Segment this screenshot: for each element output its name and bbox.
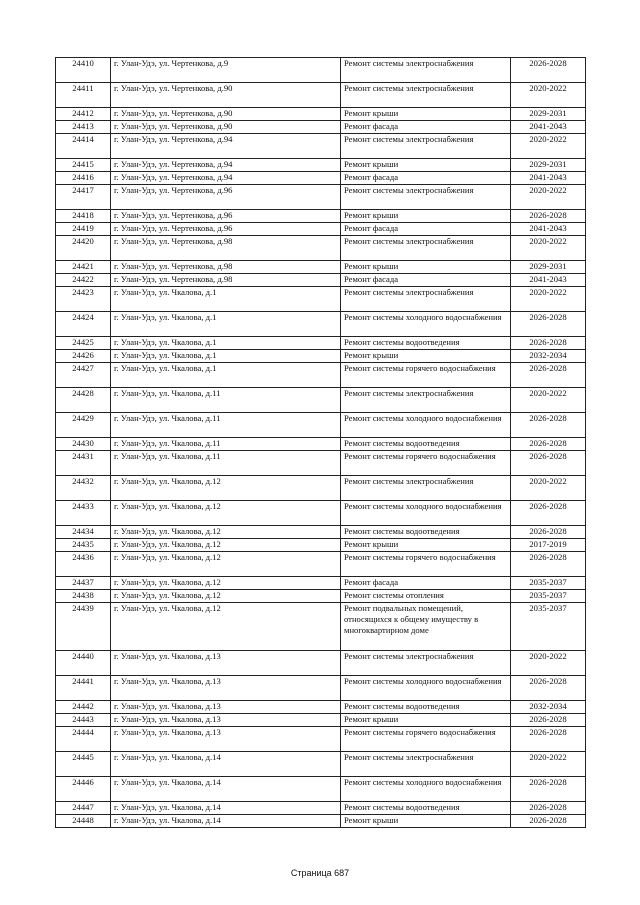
period-cell: 2032-2034 [511, 701, 586, 714]
period-cell: 2026-2028 [511, 552, 586, 577]
address-cell: г. Улан-Удэ, ул. Чертенкова, д.96 [111, 223, 341, 236]
table-row [56, 363, 586, 388]
table-row [56, 577, 586, 590]
address-cell: г. Улан-Удэ, ул. Чертенкова, д.90 [111, 121, 341, 134]
work-type-cell: Ремонт системы электроснабжения [341, 752, 511, 777]
table-row [56, 121, 586, 134]
address-cell: г. Улан-Удэ, ул. Чкалова, д.12 [111, 577, 341, 590]
period-cell: 2020-2022 [511, 185, 586, 210]
table-row [56, 413, 586, 438]
address-cell: г. Улан-Удэ, ул. Чкалова, д.1 [111, 363, 341, 388]
work-type-cell: Ремонт подвальных помещений, относящихся к общему имуществу в многоквартирном доме [341, 603, 511, 651]
period-cell: 2041-2043 [511, 172, 586, 185]
work-type-cell: Ремонт крыши [341, 261, 511, 274]
period-cell: 2020-2022 [511, 134, 586, 159]
table-row [56, 603, 586, 651]
table-row [56, 727, 586, 752]
work-type-cell: Ремонт системы электроснабжения [341, 236, 511, 261]
address-cell: г. Улан-Удэ, ул. Чкалова, д.13 [111, 714, 341, 727]
address-cell: г. Улан-Удэ, ул. Чкалова, д.12 [111, 501, 341, 526]
work-type-cell: Ремонт фасада [341, 274, 511, 287]
address-cell: г. Улан-Удэ, ул. Чертенкова, д.9 [111, 58, 341, 83]
period-cell: 2026-2028 [511, 802, 586, 815]
work-type-cell: Ремонт крыши [341, 108, 511, 121]
row-number-cell: 24410 [56, 58, 111, 83]
row-number-cell: 24419 [56, 223, 111, 236]
row-number-cell: 24446 [56, 777, 111, 802]
row-number-cell: 24428 [56, 388, 111, 413]
row-number-cell: 24411 [56, 83, 111, 108]
table-row [56, 337, 586, 350]
address-cell: г. Улан-Удэ, ул. Чертенкова, д.98 [111, 261, 341, 274]
address-cell: г. Улан-Удэ, ул. Чкалова, д.13 [111, 676, 341, 701]
period-cell: 2026-2028 [511, 526, 586, 539]
row-number-cell: 24443 [56, 714, 111, 727]
period-cell: 2020-2022 [511, 287, 586, 312]
table-row [56, 438, 586, 451]
work-type-cell: Ремонт системы электроснабжения [341, 185, 511, 210]
work-type-cell: Ремонт системы водоотведения [341, 526, 511, 539]
address-cell: г. Улан-Удэ, ул. Чкалова, д.11 [111, 413, 341, 438]
address-cell: г. Улан-Удэ, ул. Чкалова, д.1 [111, 350, 341, 363]
table-body [56, 58, 586, 828]
row-number-cell: 24445 [56, 752, 111, 777]
address-cell: г. Улан-Удэ, ул. Чкалова, д.1 [111, 337, 341, 350]
period-cell: 2026-2028 [511, 777, 586, 802]
row-number-cell: 24432 [56, 476, 111, 501]
work-type-cell: Ремонт крыши [341, 210, 511, 223]
work-type-cell: Ремонт системы холодного водоснабжения [341, 413, 511, 438]
address-cell: г. Улан-Удэ, ул. Чкалова, д.11 [111, 451, 341, 476]
row-number-cell: 24433 [56, 501, 111, 526]
address-cell: г. Улан-Удэ, ул. Чкалова, д.12 [111, 590, 341, 603]
work-type-cell: Ремонт системы электроснабжения [341, 58, 511, 83]
table-row [56, 261, 586, 274]
period-cell: 2020-2022 [511, 476, 586, 501]
row-number-cell: 24441 [56, 676, 111, 701]
table-row [56, 552, 586, 577]
row-number-cell: 24415 [56, 159, 111, 172]
work-type-cell: Ремонт системы электроснабжения [341, 134, 511, 159]
work-type-cell: Ремонт системы электроснабжения [341, 83, 511, 108]
work-type-cell: Ремонт системы электроснабжения [341, 287, 511, 312]
period-cell: 2035-2037 [511, 590, 586, 603]
period-cell: 2035-2037 [511, 603, 586, 651]
work-type-cell: Ремонт фасада [341, 223, 511, 236]
table-row [56, 676, 586, 701]
table-row [56, 777, 586, 802]
work-type-cell: Ремонт крыши [341, 815, 511, 828]
address-cell: г. Улан-Удэ, ул. Чертенкова, д.90 [111, 83, 341, 108]
period-cell: 2026-2028 [511, 676, 586, 701]
address-cell: г. Улан-Удэ, ул. Чертенкова, д.90 [111, 108, 341, 121]
period-cell: 2020-2022 [511, 236, 586, 261]
work-type-cell: Ремонт крыши [341, 350, 511, 363]
row-number-cell: 24422 [56, 274, 111, 287]
address-cell: г. Улан-Удэ, ул. Чертенкова, д.94 [111, 159, 341, 172]
table-row [56, 501, 586, 526]
address-cell: г. Улан-Удэ, ул. Чкалова, д.12 [111, 552, 341, 577]
table-row [56, 236, 586, 261]
work-type-cell: Ремонт фасада [341, 577, 511, 590]
table-row [56, 539, 586, 552]
period-cell: 2026-2028 [511, 815, 586, 828]
address-cell: г. Улан-Удэ, ул. Чкалова, д.13 [111, 651, 341, 676]
row-number-cell: 24426 [56, 350, 111, 363]
period-cell: 2020-2022 [511, 388, 586, 413]
table-row [56, 185, 586, 210]
work-type-cell: Ремонт фасада [341, 121, 511, 134]
address-cell: г. Улан-Удэ, ул. Чкалова, д.13 [111, 727, 341, 752]
table-row [56, 701, 586, 714]
work-type-cell: Ремонт системы холодного водоснабжения [341, 312, 511, 337]
row-number-cell: 24421 [56, 261, 111, 274]
row-number-cell: 24435 [56, 539, 111, 552]
row-number-cell: 24430 [56, 438, 111, 451]
work-type-cell: Ремонт системы горячего водоснабжения [341, 451, 511, 476]
row-number-cell: 24434 [56, 526, 111, 539]
table-row [56, 274, 586, 287]
period-cell: 2029-2031 [511, 261, 586, 274]
repair-schedule-table [55, 57, 586, 828]
address-cell: г. Улан-Удэ, ул. Чертенкова, д.98 [111, 274, 341, 287]
period-cell: 2029-2031 [511, 108, 586, 121]
address-cell: г. Улан-Удэ, ул. Чертенкова, д.94 [111, 172, 341, 185]
row-number-cell: 24412 [56, 108, 111, 121]
work-type-cell: Ремонт системы горячего водоснабжения [341, 552, 511, 577]
period-cell: 2026-2028 [511, 58, 586, 83]
row-number-cell: 24437 [56, 577, 111, 590]
page-number: Страница 687 [290, 868, 350, 878]
row-number-cell: 24414 [56, 134, 111, 159]
table-row [56, 223, 586, 236]
row-number-cell: 24416 [56, 172, 111, 185]
row-number-cell: 24420 [56, 236, 111, 261]
address-cell: г. Улан-Удэ, ул. Чертенкова, д.94 [111, 134, 341, 159]
work-type-cell: Ремонт системы горячего водоснабжения [341, 727, 511, 752]
period-cell: 2026-2028 [511, 413, 586, 438]
work-type-cell: Ремонт крыши [341, 159, 511, 172]
period-cell: 2026-2028 [511, 727, 586, 752]
period-cell: 2020-2022 [511, 752, 586, 777]
row-number-cell: 24447 [56, 802, 111, 815]
work-type-cell: Ремонт системы холодного водоснабжения [341, 777, 511, 802]
period-cell: 2032-2034 [511, 350, 586, 363]
work-type-cell: Ремонт системы горячего водоснабжения [341, 363, 511, 388]
table-row [56, 58, 586, 83]
work-type-cell: Ремонт системы холодного водоснабжения [341, 676, 511, 701]
period-cell: 2026-2028 [511, 210, 586, 223]
period-cell: 2035-2037 [511, 577, 586, 590]
address-cell: г. Улан-Удэ, ул. Чкалова, д.14 [111, 777, 341, 802]
table-row [56, 451, 586, 476]
table-row [56, 476, 586, 501]
row-number-cell: 24442 [56, 701, 111, 714]
table-row [56, 350, 586, 363]
address-cell: г. Улан-Удэ, ул. Чкалова, д.11 [111, 388, 341, 413]
address-cell: г. Улан-Удэ, ул. Чкалова, д.14 [111, 752, 341, 777]
row-number-cell: 24423 [56, 287, 111, 312]
period-cell: 2026-2028 [511, 337, 586, 350]
period-cell: 2026-2028 [511, 312, 586, 337]
period-cell: 2041-2043 [511, 274, 586, 287]
work-type-cell: Ремонт системы отопления [341, 590, 511, 603]
period-cell: 2020-2022 [511, 83, 586, 108]
row-number-cell: 24429 [56, 413, 111, 438]
row-number-cell: 24427 [56, 363, 111, 388]
row-number-cell: 24439 [56, 603, 111, 651]
table-row [56, 108, 586, 121]
address-cell: г. Улан-Удэ, ул. Чкалова, д.12 [111, 476, 341, 501]
row-number-cell: 24418 [56, 210, 111, 223]
row-number-cell: 24413 [56, 121, 111, 134]
work-type-cell: Ремонт крыши [341, 714, 511, 727]
period-cell: 2026-2028 [511, 451, 586, 476]
table-row [56, 159, 586, 172]
table-row [56, 83, 586, 108]
row-number-cell: 24438 [56, 590, 111, 603]
address-cell: г. Улан-Удэ, ул. Чкалова, д.14 [111, 815, 341, 828]
work-type-cell: Ремонт системы водоотведения [341, 802, 511, 815]
period-cell: 2041-2043 [511, 223, 586, 236]
address-cell: г. Улан-Удэ, ул. Чкалова, д.14 [111, 802, 341, 815]
address-cell: г. Улан-Удэ, ул. Чкалова, д.13 [111, 701, 341, 714]
row-number-cell: 24431 [56, 451, 111, 476]
row-number-cell: 24440 [56, 651, 111, 676]
address-cell: г. Улан-Удэ, ул. Чкалова, д.12 [111, 603, 341, 651]
address-cell: г. Улан-Удэ, ул. Чкалова, д.1 [111, 312, 341, 337]
work-type-cell: Ремонт системы электроснабжения [341, 651, 511, 676]
period-cell: 2029-2031 [511, 159, 586, 172]
address-cell: г. Улан-Удэ, ул. Чкалова, д.12 [111, 539, 341, 552]
table-row [56, 172, 586, 185]
work-type-cell: Ремонт системы электроснабжения [341, 476, 511, 501]
work-type-cell: Ремонт системы водоотведения [341, 438, 511, 451]
period-cell: 2026-2028 [511, 363, 586, 388]
address-cell: г. Улан-Удэ, ул. Чкалова, д.12 [111, 526, 341, 539]
table-row [56, 134, 586, 159]
work-type-cell: Ремонт фасада [341, 172, 511, 185]
table-row [56, 590, 586, 603]
row-number-cell: 24424 [56, 312, 111, 337]
table-row [56, 815, 586, 828]
table-row [56, 651, 586, 676]
address-cell: г. Улан-Удэ, ул. Чкалова, д.11 [111, 438, 341, 451]
work-type-cell: Ремонт системы водоотведения [341, 701, 511, 714]
row-number-cell: 24444 [56, 727, 111, 752]
table-row [56, 714, 586, 727]
address-cell: г. Улан-Удэ, ул. Чкалова, д.1 [111, 287, 341, 312]
period-cell: 2017-2019 [511, 539, 586, 552]
table-row [56, 287, 586, 312]
address-cell: г. Улан-Удэ, ул. Чертенкова, д.96 [111, 210, 341, 223]
table-row [56, 210, 586, 223]
period-cell: 2020-2022 [511, 651, 586, 676]
table-row [56, 312, 586, 337]
row-number-cell: 24448 [56, 815, 111, 828]
work-type-cell: Ремонт системы электроснабжения [341, 388, 511, 413]
work-type-cell: Ремонт системы холодного водоснабжения [341, 501, 511, 526]
address-cell: г. Улан-Удэ, ул. Чертенкова, д.98 [111, 236, 341, 261]
period-cell: 2026-2028 [511, 501, 586, 526]
period-cell: 2026-2028 [511, 438, 586, 451]
work-type-cell: Ремонт крыши [341, 539, 511, 552]
table-row [56, 802, 586, 815]
period-cell: 2041-2043 [511, 121, 586, 134]
row-number-cell: 24425 [56, 337, 111, 350]
work-type-cell: Ремонт системы водоотведения [341, 337, 511, 350]
row-number-cell: 24417 [56, 185, 111, 210]
table-row [56, 752, 586, 777]
row-number-cell: 24436 [56, 552, 111, 577]
address-cell: г. Улан-Удэ, ул. Чертенкова, д.96 [111, 185, 341, 210]
period-cell: 2026-2028 [511, 714, 586, 727]
table-row [56, 388, 586, 413]
table-row [56, 526, 586, 539]
